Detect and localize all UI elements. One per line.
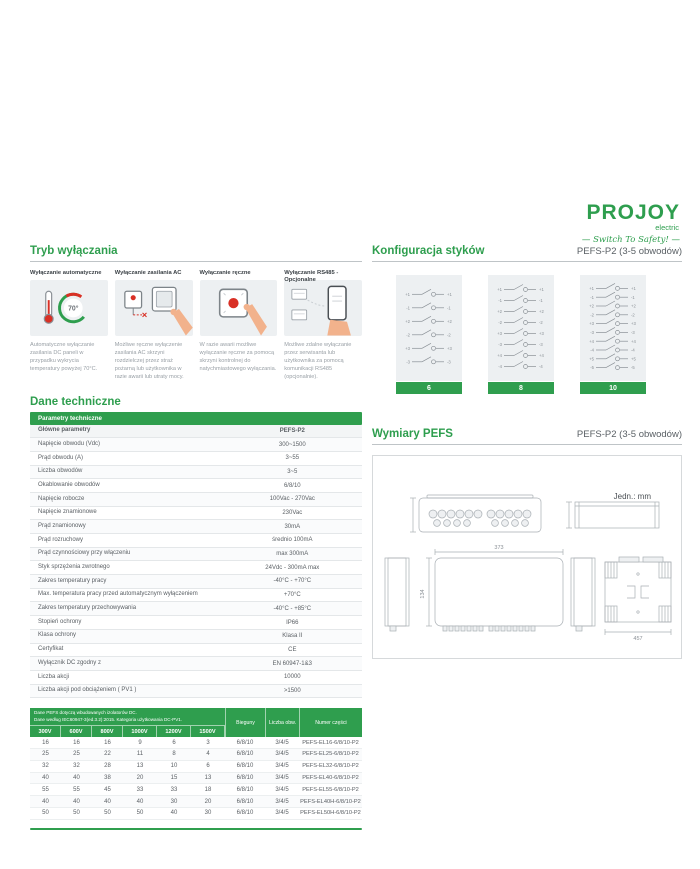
part-number: PEFS-EL25-6/8/10-P2 — [302, 751, 359, 758]
mode-card-automatic — [30, 270, 108, 382]
svg-text:+2: +2 — [405, 318, 410, 324]
dimension-drawings — [372, 455, 682, 659]
brand-tagline: — Switch To Safety! — — [581, 234, 680, 245]
brand-name: PROJOY — [586, 201, 680, 224]
svg-text:-2: -2 — [406, 332, 410, 338]
parts-table-row — [30, 784, 362, 796]
parts-cell: 6/8/10 — [236, 786, 254, 793]
voltage-header: 800V — [92, 725, 123, 737]
mode-desc: W razie awarii możliwe wyłączanie ręczne za pomocą skrzyni kontrolnej do natychmiastowego wyłączania. — [199, 342, 277, 373]
tech-param-label: Prąd rozruchowy — [38, 536, 84, 543]
model-label: PEFS-P2 (3-5 obwodów) — [576, 246, 682, 257]
tech-param-value: IP66 — [286, 619, 299, 626]
contact-diagram — [396, 275, 462, 381]
tech-param-value: 30mA — [284, 523, 301, 530]
tech-param-value: 3~55 — [285, 455, 300, 462]
svg-text:-3: -3 — [406, 359, 410, 365]
brand-logo — [582, 202, 680, 245]
parts-table-row — [30, 773, 362, 785]
parts-cell: 6/8/10 — [236, 763, 254, 770]
parts-cell: 3/4/5 — [275, 751, 289, 758]
dim-front-height: 134 — [420, 589, 426, 599]
svg-text:+4: +4 — [589, 338, 594, 344]
svg-text:-1: -1 — [631, 294, 635, 300]
parts-cell: 10 — [170, 763, 178, 770]
parts-table-row — [30, 796, 362, 808]
tech-table-row — [30, 452, 362, 466]
mode-card-rs485 — [284, 270, 362, 382]
tech-param-value: +70°C — [283, 592, 301, 599]
part-number: PEFS-EL55-6/8/10-P2 — [302, 786, 359, 793]
svg-text:-1: -1 — [498, 298, 502, 304]
tech-param-label: Prąd czynnościowy przy włączeniu — [38, 550, 131, 557]
ac-switch-icon — [115, 280, 193, 336]
dim-back-width: 457 — [633, 636, 643, 642]
part-number: PEFS-EL40-6/8/10-P2 — [302, 775, 359, 782]
svg-text:+5: +5 — [589, 356, 594, 362]
tech-param-value: 100Vac - 270Vac — [269, 496, 315, 503]
tech-param-label: Wyłącznik DC zgodny z — [38, 659, 101, 666]
tech-table-row — [30, 575, 362, 589]
tech-table-row — [30, 466, 362, 480]
manual-button-icon — [200, 280, 278, 336]
svg-text:-4: -4 — [498, 364, 502, 370]
tech-param-value: EN 60947-1&3 — [272, 660, 312, 667]
parts-cell: 33 — [136, 786, 144, 793]
parts-cell: 3/4/5 — [275, 798, 289, 805]
svg-text:-4: -4 — [590, 347, 594, 353]
parts-table-body — [30, 737, 362, 819]
tech-param-value: 300~1500 — [278, 441, 306, 448]
tech-table-row — [30, 425, 362, 439]
svg-text:-3: -3 — [498, 342, 502, 348]
tech-param-label: Klasa ochrony — [38, 632, 77, 639]
tech-param-label: Stopień ochrony — [38, 618, 82, 625]
part-number: PEFS-EL50H-6/8/10-P2 — [300, 810, 361, 817]
svg-text:-4: -4 — [539, 364, 543, 370]
tech-table-row — [30, 507, 362, 521]
tech-param-label: Napięcie obwodu (Vdc) — [38, 440, 101, 447]
svg-text:-1: -1 — [539, 298, 543, 304]
parts-table-header — [30, 708, 362, 737]
col-header-part-number: Numer części — [299, 708, 362, 737]
svg-text:+4: +4 — [497, 353, 502, 359]
parts-cell: 40 — [73, 798, 80, 805]
parts-cell: 40 — [42, 798, 49, 805]
tech-table-row — [30, 644, 362, 658]
parts-table — [30, 708, 362, 829]
svg-text:+2: +2 — [539, 309, 544, 315]
unit-label: Jedn.: mm — [613, 492, 651, 501]
parts-cell: 30 — [204, 810, 212, 817]
part-number: PEFS-EL32-6/8/10-P2 — [302, 763, 359, 770]
tech-table-row — [30, 438, 362, 452]
tech-table-row — [30, 671, 362, 685]
svg-text:-2: -2 — [447, 332, 451, 338]
section-dimensions-header — [372, 428, 682, 445]
voltage-header: 1500V — [191, 725, 225, 737]
svg-text:+3: +3 — [539, 331, 544, 337]
parts-note-line1: Dane PEFS dotyczą wbudowanych izolatorów DC. — [34, 710, 137, 716]
svg-text:+4: +4 — [539, 353, 544, 359]
mode-desc: Automatyczne wyłączanie zasilania DC paneli w przypadku wykrycia temperatury powyżej 70°C. — [30, 342, 98, 373]
tech-param-label: Styk sprzężenia zwrotnego — [38, 564, 110, 571]
tech-param-value: 24Vdc - 300mA max — [265, 564, 320, 571]
parts-cell: 40 — [42, 775, 49, 782]
tech-param-value: -40°C - +70°C — [273, 578, 312, 585]
parts-cell: 6 — [206, 763, 210, 770]
svg-text:-3: -3 — [590, 330, 594, 335]
tech-table-row — [30, 561, 362, 575]
svg-text:-1: -1 — [406, 305, 410, 311]
parts-cell: 16 — [104, 739, 111, 746]
tech-param-value: 230Vac — [282, 510, 303, 517]
svg-text:-3: -3 — [539, 342, 543, 348]
svg-text:-5: -5 — [631, 365, 635, 371]
tech-param-label: Liczba akcji — [38, 673, 70, 680]
tech-param-value: CE — [288, 646, 297, 653]
parts-cell: 33 — [170, 786, 178, 793]
shutdown-modes — [30, 270, 362, 382]
parts-cell: 22 — [104, 751, 111, 758]
parts-cell: 28 — [104, 763, 111, 770]
parts-cell: 3 — [206, 739, 210, 746]
tech-param-label: Certyfikat — [38, 646, 64, 653]
mode-title: Wyłączanie RS485 - Opcjonalne — [284, 270, 339, 283]
contact-panel — [580, 275, 646, 394]
col-header-poles: Bieguny — [225, 708, 265, 737]
section-title-contacts: Konfiguracja styków — [372, 245, 485, 257]
mode-title: Wyłączanie ręczne — [199, 270, 251, 276]
parts-cell: 38 — [104, 775, 111, 782]
section-title-dimensions: Wymiary PEFS — [372, 428, 453, 440]
parts-cell: 9 — [138, 739, 142, 746]
parts-cell: 4 — [206, 751, 210, 758]
smartphone-icon — [284, 280, 362, 336]
tech-table-header: Parametry techniczne — [30, 412, 362, 425]
svg-text:-1: -1 — [590, 294, 594, 300]
brand-sub: electric — [655, 223, 679, 232]
parts-cell: 40 — [170, 810, 178, 817]
mode-desc: Możliwe zdalne wyłączanie przez serwisanta lub użytkownika za pomocą komunikacji RS485 (opcjonalnie). — [284, 342, 352, 381]
tech-table-row — [30, 602, 362, 616]
svg-text:+1: +1 — [631, 286, 636, 291]
parts-cell: 6 — [172, 739, 176, 746]
svg-text:-2: -2 — [539, 320, 543, 326]
tech-table-row — [30, 685, 362, 699]
voltage-header: 1000V — [123, 725, 157, 737]
svg-text:+3: +3 — [497, 331, 502, 337]
svg-text:+1: +1 — [497, 287, 502, 293]
parts-cell: 6/8/10 — [236, 751, 254, 758]
tech-table-row — [30, 616, 362, 630]
parts-cell: 40 — [73, 775, 80, 782]
part-number: PEFS-EL40H-6/8/10-P2 — [300, 798, 361, 805]
contact-panel-label: 6 — [396, 382, 462, 394]
contact-diagram — [580, 275, 646, 381]
tech-table-body — [30, 425, 362, 699]
parts-cell: 6/8/10 — [236, 810, 254, 817]
parts-cell: 20 — [204, 798, 212, 805]
voltage-header: 600V — [61, 725, 92, 737]
svg-text:+3: +3 — [405, 345, 410, 351]
parts-cell: 13 — [204, 775, 212, 782]
svg-text:+2: +2 — [447, 318, 452, 324]
svg-text:+1: +1 — [405, 291, 410, 297]
tech-param-value: -40°C - +85°C — [273, 605, 312, 612]
parts-cell: 3/4/5 — [275, 810, 289, 817]
contact-panel — [488, 275, 554, 394]
tech-param-value: >1500 — [283, 687, 301, 694]
parts-cell: 45 — [104, 786, 111, 793]
tech-param-value: 6/8/10 — [283, 482, 301, 489]
tech-param-value: średnio 100mA — [272, 537, 313, 544]
svg-text:+2: +2 — [631, 303, 636, 309]
model-label: PEFS-P2 (3-5 obwodów) — [576, 429, 682, 440]
tech-table-row — [30, 657, 362, 671]
svg-text:-2: -2 — [498, 320, 502, 326]
section-title-tech: Dane techniczne — [30, 395, 121, 408]
svg-text:+3: +3 — [589, 321, 594, 327]
dim-front-width: 373 — [494, 545, 504, 551]
tech-param-value: 10000 — [283, 674, 301, 681]
svg-text:+3: +3 — [631, 321, 636, 327]
parts-cell: 32 — [73, 763, 80, 770]
parts-cell: 15 — [170, 775, 178, 782]
temp-badge: 70° — [68, 305, 79, 313]
svg-text:+1: +1 — [539, 287, 544, 293]
svg-text:-1: -1 — [447, 305, 451, 311]
contact-config-panels — [372, 275, 682, 394]
parts-cell: 13 — [136, 763, 144, 770]
svg-text:-5: -5 — [590, 365, 594, 371]
tech-param-label: Liczba obwodów — [38, 468, 83, 475]
parts-cell: 3/4/5 — [275, 786, 289, 793]
svg-text:+1: +1 — [589, 286, 594, 291]
svg-text:-4: -4 — [631, 347, 635, 353]
col-header-circuits: Liczba obw. — [265, 708, 299, 737]
tech-param-value: PEFS-P2 — [279, 427, 305, 434]
svg-text:+5: +5 — [631, 356, 636, 362]
parts-table-row — [30, 737, 362, 749]
tech-table-row — [30, 630, 362, 644]
parts-note-line2: Dane według IEC60947-3(ed.3.2):2015. Kategoria użytkowania DC-PV1. — [34, 717, 183, 723]
svg-text:-3: -3 — [631, 330, 635, 335]
parts-cell: 3/4/5 — [275, 763, 289, 770]
parts-cell: 50 — [73, 810, 80, 817]
section-shutdown-header — [30, 245, 362, 262]
mode-desc: Możliwe ręczne wyłączenie zasilania AC skrzyni rozdzielczej przez straż pożarną lub użytkownika w razie awarii lub utraty mocy. — [114, 342, 184, 381]
tech-param-label: Liczba akcji pod obciążeniem ( PV1 ) — [38, 687, 137, 694]
svg-text:+2: +2 — [589, 303, 594, 309]
parts-cell: 40 — [136, 798, 144, 805]
parts-cell: 3/4/5 — [275, 775, 289, 782]
parts-cell: 50 — [104, 810, 111, 817]
parts-table-row — [30, 761, 362, 773]
parts-table-row — [30, 749, 362, 761]
parts-cell: 40 — [104, 798, 111, 805]
table-bottom-divider — [30, 828, 362, 830]
parts-cell: 30 — [170, 798, 178, 805]
mode-card-ac — [115, 270, 193, 382]
tech-param-label: Główne parametry — [38, 427, 91, 434]
tech-param-label: Zakres temperatury pracy — [38, 577, 107, 584]
parts-cell: 55 — [73, 786, 80, 793]
parts-cell: 50 — [136, 810, 144, 817]
mode-card-manual — [200, 270, 278, 382]
svg-text:+4: +4 — [631, 338, 636, 344]
parts-cell: 16 — [73, 739, 80, 746]
parts-cell: 8 — [172, 751, 176, 758]
parts-cell: 6/8/10 — [236, 739, 254, 746]
tech-param-label: Napięcie znamionowe — [38, 509, 97, 516]
svg-text:-2: -2 — [631, 312, 635, 318]
parts-cell: 11 — [136, 751, 144, 758]
left-column — [30, 245, 362, 830]
section-contacts-header — [372, 245, 682, 262]
svg-text:+2: +2 — [497, 309, 502, 315]
tech-table — [30, 412, 362, 699]
tech-table-row — [30, 493, 362, 507]
parts-cell: 55 — [42, 786, 49, 793]
svg-text:-3: -3 — [447, 359, 451, 365]
contact-panel-label: 8 — [488, 382, 554, 394]
parts-table-row — [30, 808, 362, 820]
parts-cell: 6/8/10 — [236, 775, 254, 782]
voltage-header: 300V — [30, 725, 61, 737]
thermometer-icon — [30, 280, 108, 336]
contact-panel-label: 10 — [580, 382, 646, 394]
svg-text:+1: +1 — [447, 291, 452, 297]
tech-param-label: Napięcie robocze — [38, 495, 85, 502]
tech-table-row — [30, 548, 362, 562]
tech-param-label: Zakres temperatury przechowywania — [38, 605, 137, 612]
voltage-header: 1200V — [157, 725, 191, 737]
parts-cell: 20 — [136, 775, 144, 782]
tech-param-value: 3~5 — [287, 468, 298, 475]
tech-param-value: Klasa II — [282, 633, 303, 640]
contact-panel — [396, 275, 462, 394]
part-number: PEFS-EL16-6/8/10-P2 — [302, 739, 359, 746]
svg-text:-2: -2 — [590, 312, 594, 318]
svg-text:+3: +3 — [447, 345, 452, 351]
tech-param-label: Max. temperatura pracy przed automatycznym wyłączeniem — [38, 591, 198, 598]
tech-param-value: max 300mA — [276, 551, 309, 558]
tech-table-row — [30, 534, 362, 548]
parts-cell: 18 — [204, 786, 212, 793]
section-title-shutdown: Tryb wyłączania — [30, 245, 118, 257]
parts-note — [30, 708, 225, 725]
tech-param-label: Prąd obwodu (A) — [38, 454, 84, 461]
parts-cell: 3/4/5 — [275, 739, 289, 746]
parts-cell: 50 — [42, 810, 49, 817]
right-column — [372, 245, 682, 659]
technical-drawing — [377, 462, 677, 658]
parts-cell: 25 — [73, 751, 80, 758]
contact-diagram — [488, 275, 554, 381]
tech-table-row — [30, 589, 362, 603]
parts-cell: 16 — [42, 739, 49, 746]
mode-title: Wyłączanie automatyczne — [30, 270, 102, 276]
tech-table-row — [30, 520, 362, 534]
tech-param-label: Okablowanie obwodów — [38, 481, 100, 488]
parts-cell: 32 — [42, 763, 49, 770]
parts-cell: 6/8/10 — [236, 798, 254, 805]
mode-title: Wyłączanie zasilania AC — [114, 270, 182, 276]
tech-table-row — [30, 479, 362, 493]
tech-param-label: Prąd znamionowy — [38, 522, 86, 529]
parts-cell: 25 — [42, 751, 49, 758]
